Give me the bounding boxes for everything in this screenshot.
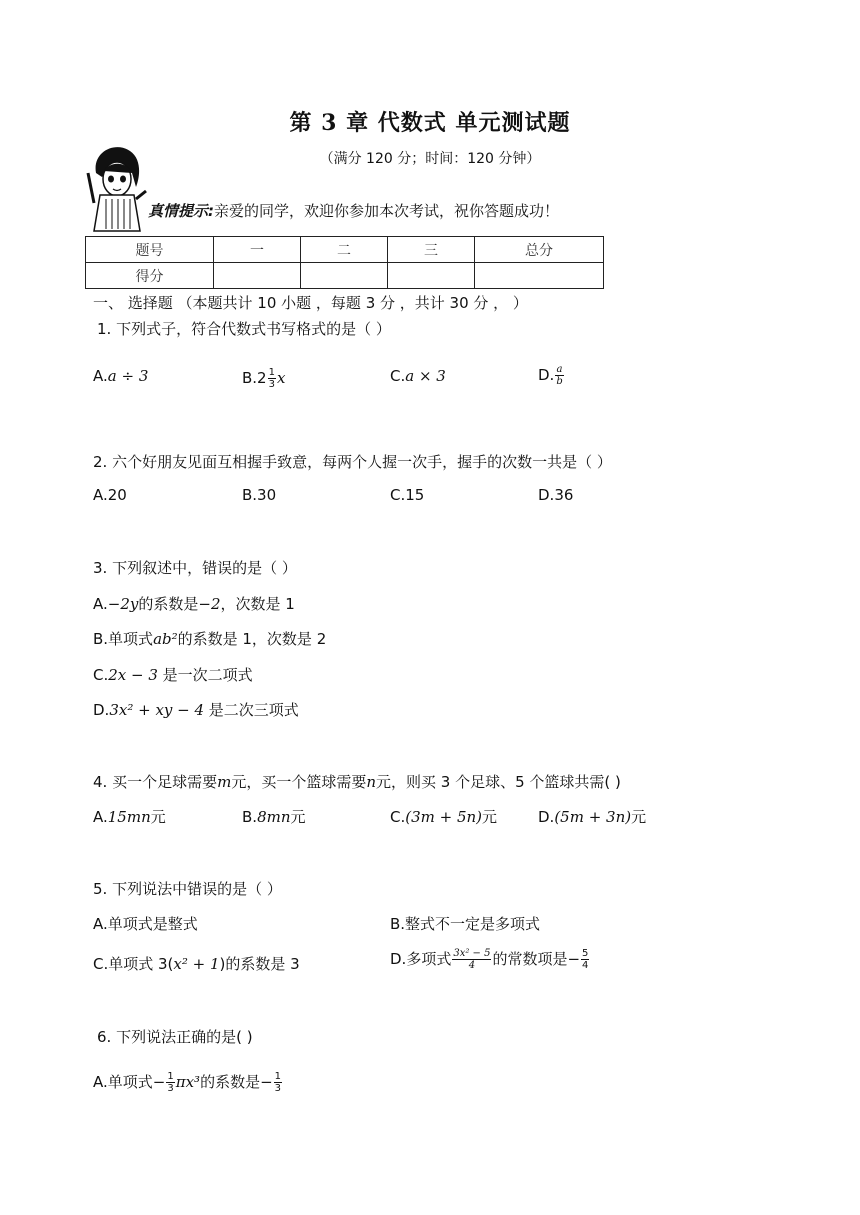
score-table-score-row [86, 263, 604, 289]
q3-option-c [93, 664, 253, 685]
question-1-stem: 1. 下列式子，符合代数式书写格式的是（ ） [97, 320, 391, 338]
math-expr: 8mn [257, 808, 291, 826]
math-expr: ab² [153, 630, 178, 648]
q5-option-a: A.单项式是整式 [93, 915, 198, 933]
fraction [452, 948, 491, 971]
option-letter: D. [538, 808, 555, 826]
math-expr: a ÷ 3 [107, 367, 149, 385]
math-expr: −2y [107, 595, 139, 613]
q5-option-d [390, 948, 590, 971]
q1-option-b [242, 367, 285, 390]
option-text: 元 [631, 808, 647, 826]
score-table [85, 236, 604, 289]
question-5-stem: 5. 下列说法中错误的是（ ） [93, 880, 282, 898]
score-cell: 二 [301, 237, 388, 263]
option-text: C.单项式 3( [93, 955, 174, 973]
girl-cartoon-icon [86, 143, 148, 233]
stem-text: 4. 买一个足球需要 [93, 773, 218, 791]
q3-option-d [93, 699, 299, 720]
math-expr: 2x − 3 [108, 666, 158, 684]
numerator: 1 [268, 367, 275, 378]
math-expr: − [260, 1073, 273, 1091]
option-text: 的常数项是 [492, 950, 568, 968]
fraction [166, 1071, 174, 1094]
score-cell[interactable] [388, 263, 475, 289]
q1-option-a [93, 367, 148, 385]
option-letter: A. [93, 367, 108, 385]
option-letter: C. [390, 367, 406, 385]
score-cell[interactable] [475, 263, 604, 289]
math-expr: x [276, 369, 286, 387]
math-expr: −2 [198, 595, 221, 613]
numerator: 5 [582, 948, 589, 959]
option-text: 是二次三项式 [204, 701, 299, 719]
q1-option-d [538, 364, 565, 387]
fraction [555, 364, 563, 387]
denominator: b [556, 376, 563, 387]
numerator: a [556, 364, 563, 375]
option-text: )的系数是 3 [219, 955, 300, 973]
option-text: D.多项式 [390, 950, 452, 968]
numerator: 3x² − 5 [453, 948, 491, 959]
option-text: 元 [150, 808, 166, 826]
question-6-stem: 6. 下列说法正确的是( ) [97, 1028, 253, 1046]
q2-option-d: D.36 [538, 486, 574, 504]
option-text: 元 [482, 808, 498, 826]
fraction [274, 1071, 282, 1094]
math-expr: (5m + 3n) [554, 808, 632, 826]
option-letter: B. [242, 808, 258, 826]
tip-text: 亲爱的同学，欢迎你参加本次考试，祝你答题成功！ [214, 202, 560, 220]
math-expr: n [366, 773, 377, 791]
option-text: 的系数是 [200, 1073, 261, 1091]
option-text: 的系数是 1，次数是 2 [177, 630, 327, 648]
denominator: 3 [268, 379, 275, 390]
q4-option-c [390, 806, 497, 827]
page-title: 第 3 章 代数式 单元测试题 [289, 110, 571, 136]
option-text: B.单项式 [93, 630, 154, 648]
math-expr: (3m + 5n) [405, 808, 483, 826]
q1-option-c [390, 367, 446, 385]
fraction [581, 948, 589, 971]
q2-option-b: B.30 [242, 486, 277, 504]
stem-text: 元，则买 3 个足球、5 个篮球共需( ) [376, 773, 621, 791]
denominator: 3 [274, 1083, 282, 1094]
math-expr: x² + 1 [173, 955, 220, 973]
numerator: 1 [274, 1071, 282, 1082]
option-text: ，次数是 1 [220, 595, 295, 613]
denominator: 4 [582, 960, 589, 971]
q4-option-a [93, 806, 166, 827]
q2-option-c: C.15 [390, 486, 425, 504]
score-table-header-row [86, 237, 604, 263]
q5-option-c [93, 953, 300, 974]
score-cell: 总分 [475, 237, 604, 263]
q5-option-b: B.整式不一定是多项式 [390, 915, 541, 933]
question-3-stem: 3. 下列叙述中，错误的是（ ） [93, 559, 297, 577]
numerator: 1 [167, 1071, 174, 1082]
tip-label: 真情提示: [148, 202, 214, 220]
math-expr: − [567, 950, 581, 968]
score-cell[interactable] [214, 263, 301, 289]
q3-option-a [93, 593, 295, 614]
option-text: 是一次二项式 [157, 666, 253, 684]
question-2-stem: 2. 六个好朋友见面互相握手致意，每两个人握一次手，握手的次数一共是（ ） [93, 453, 612, 471]
exam-info: （满分 120 分；时间：120 分钟） [319, 151, 541, 167]
math-expr: πx³ [175, 1073, 201, 1091]
option-letter: D. [93, 701, 110, 719]
denominator: 4 [468, 960, 476, 971]
score-cell: 一 [214, 237, 301, 263]
q4-option-d [538, 806, 646, 827]
score-cell: 得分 [86, 263, 214, 289]
option-letter: C. [390, 808, 406, 826]
question-4-stem [93, 771, 621, 792]
math-expr: m [217, 773, 232, 791]
q3-option-b [93, 628, 326, 649]
option-letter: A. [93, 808, 108, 826]
math-expr: − [152, 1073, 166, 1091]
option-letter: D. [538, 366, 555, 384]
exam-tip [148, 200, 559, 221]
score-cell: 三 [388, 237, 475, 263]
section-heading: 一、 选择题 （本题共计 10 小题 ，每题 3 分 ，共计 30 分 ， ） [93, 294, 528, 312]
q4-option-b [242, 806, 306, 827]
fraction [268, 367, 276, 390]
denominator: 3 [167, 1083, 174, 1094]
option-letter: C. [93, 666, 109, 684]
option-text: 的系数是 [138, 595, 199, 613]
math-expr: 15mn [107, 808, 151, 826]
option-letter: A. [93, 595, 108, 613]
score-cell[interactable] [301, 263, 388, 289]
option-letter: B.2 [242, 369, 267, 387]
option-text: A.单项式 [93, 1073, 153, 1091]
score-cell: 题号 [86, 237, 214, 263]
stem-text: 元，买一个篮球需要 [231, 773, 367, 791]
q2-option-a: A.20 [93, 486, 127, 504]
q6-option-a [93, 1071, 283, 1094]
math-expr: a × 3 [405, 367, 446, 385]
math-expr: 3x² + xy − 4 [109, 701, 205, 719]
option-text: 元 [290, 808, 306, 826]
